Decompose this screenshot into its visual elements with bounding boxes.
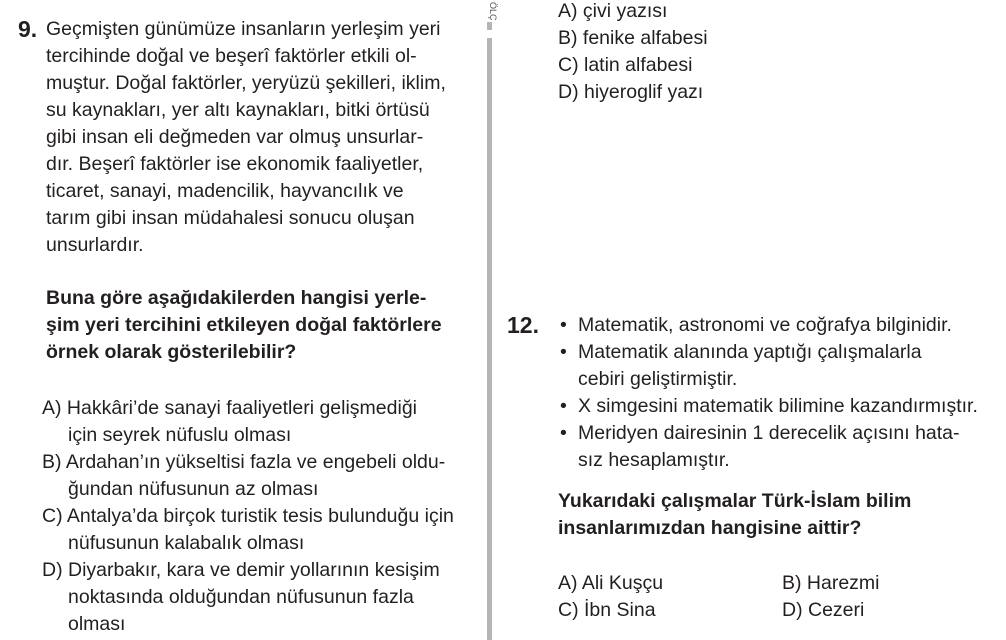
question-stem-line: şim yeri tercihini etkileyen doğal faktörlere (46, 314, 442, 336)
bullet-icon: • (560, 422, 567, 444)
passage-line: unsurlardır. (46, 234, 144, 256)
option-text: nüfusunun kalabalık olması (68, 532, 305, 554)
option-text: olması (68, 613, 126, 635)
bullet-text: Matematik alanında yaptığı çalışmalarla (578, 341, 922, 363)
option-text: noktasında olduğundan nüfusunun fazla (68, 586, 414, 608)
passage-line: gibi insan eli değmeden var olmuş unsurlar- (46, 126, 424, 148)
option-text: B) Ardahan’ın yükseltisi fazla ve engebeli oldu- (42, 451, 446, 473)
option-text: için seyrek nüfuslu olması (68, 424, 292, 446)
option-text: A) Hakkâri’de sanayi faaliyetleri gelişmediği (42, 397, 417, 419)
option-c[interactable]: C) İbn Sina (558, 599, 656, 621)
bullet-text: sız hesaplamıştır. (578, 449, 730, 471)
option-text: ğundan nüfusunun az olması (68, 478, 319, 500)
question-9-number: 9. (18, 16, 38, 42)
question-stem-line: örnek olarak gösterilebilir? (46, 341, 297, 363)
bullet-icon: • (560, 395, 567, 417)
passage-line: tarım gibi insan müdahalesi sonucu oluşan (46, 207, 415, 229)
bullet-icon: • (560, 341, 567, 363)
option-b[interactable]: B) Harezmi (782, 572, 880, 594)
question-stem-line: Yukarıdaki çalışmalar Türk-İslam bilim (558, 490, 912, 512)
option-a[interactable]: A) çivi yazısı (558, 0, 668, 22)
bullet-text: X simgesini matematik bilimine kazandırmıştır. (578, 395, 978, 417)
bullet-icon: • (560, 314, 567, 336)
option-c[interactable]: C) latin alfabesi (558, 54, 693, 76)
passage-line: Geçmişten günümüze insanların yerleşim yeri (46, 18, 441, 40)
bullet-text: cebiri geliştirmiştir. (578, 368, 738, 390)
option-text: C) Antalya’da birçok turistik tesis bulunduğu için (42, 505, 454, 527)
option-b[interactable]: B) fenike alfabesi (558, 27, 708, 49)
passage-line: muştur. Doğal faktörler, yeryüzü şekilleri, iklim, (46, 72, 446, 94)
option-a[interactable]: A) Ali Kuşçu (558, 572, 664, 594)
column-divider-tick (487, 22, 492, 30)
column-divider (487, 38, 492, 640)
bullet-text: Matematik, astronomi ve coğrafya bilginidir. (578, 314, 952, 336)
question-stem-line: Buna göre aşağıdakilerden hangisi yerle- (46, 287, 427, 309)
option-d[interactable]: D) hiyeroglif yazı (558, 81, 704, 103)
option-d[interactable]: D) Cezeri (782, 599, 865, 621)
option-text: D) Diyarbakır, kara ve demir yollarının kesişim (42, 559, 440, 581)
passage-line: tercihinde doğal ve beşerî faktörler etkili ol- (46, 45, 417, 67)
passage-line: dır. Beşerî faktörler ise ekonomik faaliyetler, (46, 153, 424, 175)
passage-line: su kaynakları, yer altı kaynakları, bitki örtüsü (46, 99, 430, 121)
question-stem-line: insanlarımızdan hangisine aittir? (558, 517, 862, 539)
question-12-number: 12. (507, 312, 539, 338)
bullet-text: Meridyen dairesinin 1 derecelik açısını hata- (578, 422, 960, 444)
margin-label: ÖLÇ (488, 1, 498, 21)
passage-line: ticaret, sanayi, madencilik, hayvancılık ve (46, 180, 404, 202)
